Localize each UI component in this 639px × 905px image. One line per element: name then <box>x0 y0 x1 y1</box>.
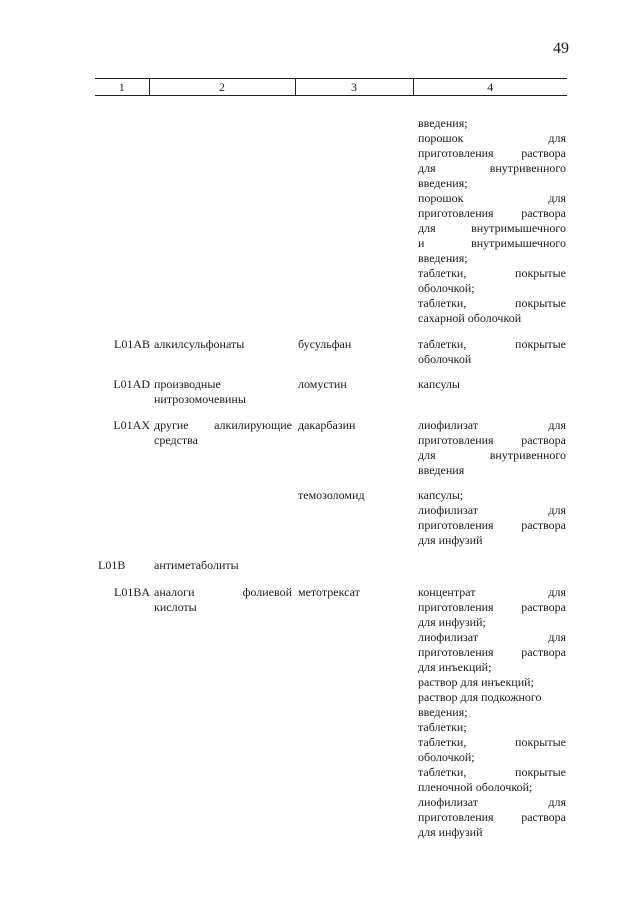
forms-text: для <box>548 795 566 809</box>
forms-line <box>418 337 566 352</box>
forms-line <box>418 585 566 600</box>
forms-text: введения; <box>418 176 468 190</box>
forms-text: лиофилизат <box>418 795 479 809</box>
dosage-forms <box>418 488 566 548</box>
forms-text: для <box>418 221 436 235</box>
forms-line <box>418 161 566 176</box>
forms-line <box>418 825 566 840</box>
forms-line <box>418 463 566 478</box>
forms-text: раствора <box>521 600 566 614</box>
anatomical-group <box>154 558 292 573</box>
forms-text: приготовления <box>418 433 494 447</box>
forms-line <box>418 352 566 367</box>
forms-line <box>418 251 566 266</box>
header-col-1: 1 <box>95 79 149 96</box>
forms-text: покрытые <box>515 296 566 310</box>
anatomical-group <box>154 377 292 407</box>
forms-line <box>418 176 566 191</box>
dosage-forms <box>418 585 566 840</box>
forms-text: таблетки, <box>418 266 467 280</box>
atc-code: L01B <box>98 558 126 572</box>
forms-text: для <box>548 191 566 205</box>
forms-line <box>418 146 566 161</box>
table-header <box>95 78 567 96</box>
group-line <box>154 337 292 352</box>
forms-text: приготовления <box>418 518 494 532</box>
group-line <box>154 418 292 433</box>
forms-text: введения; <box>418 251 468 265</box>
forms-text: таблетки, <box>418 765 467 779</box>
dosage-forms <box>418 337 566 367</box>
forms-line <box>418 795 566 810</box>
forms-line <box>418 690 566 705</box>
atc-code: L01AD <box>113 377 150 391</box>
forms-text: раствора <box>521 518 566 532</box>
anatomical-group <box>154 585 292 615</box>
forms-line <box>418 675 566 690</box>
forms-text: внутривенного <box>489 161 566 175</box>
forms-line <box>418 418 566 433</box>
forms-line <box>418 615 566 630</box>
forms-text: приготовления <box>418 645 494 659</box>
forms-line <box>418 720 566 735</box>
group-line <box>154 558 292 573</box>
forms-text: оболочкой; <box>418 750 475 764</box>
atc-code: L01BA <box>114 585 150 599</box>
forms-text: порошок <box>418 131 464 145</box>
forms-text: таблетки, <box>418 296 467 310</box>
forms-text: введения; <box>418 116 468 130</box>
anatomical-group <box>154 337 292 352</box>
forms-line <box>418 600 566 615</box>
forms-line <box>418 503 566 518</box>
group-text: фолиевой <box>242 585 292 599</box>
forms-line <box>418 311 566 326</box>
dosage-forms <box>418 418 566 478</box>
dosage-forms <box>418 377 566 392</box>
forms-text: порошок <box>418 191 464 205</box>
forms-line <box>418 266 566 281</box>
forms-text: раствора <box>521 810 566 824</box>
forms-text: таблетки, <box>418 337 467 351</box>
forms-line <box>418 765 566 780</box>
forms-line <box>418 191 566 206</box>
forms-line <box>418 810 566 825</box>
header-col-2: 2 <box>149 79 295 96</box>
forms-line <box>418 296 566 311</box>
group-text: производные <box>154 377 221 391</box>
forms-text: лиофилизат <box>418 630 479 644</box>
forms-text: раствор для подкожного <box>418 690 542 704</box>
forms-text: для инфузий <box>418 825 483 839</box>
forms-line <box>418 377 566 392</box>
forms-text: капсулы; <box>418 488 464 502</box>
forms-line <box>418 750 566 765</box>
group-text: кислоты <box>154 600 197 614</box>
forms-text: и <box>418 236 425 250</box>
forms-text: для <box>418 448 436 462</box>
forms-text: внутривенного <box>489 448 566 462</box>
forms-text: оболочкой <box>418 352 472 366</box>
forms-line <box>418 221 566 236</box>
forms-text: внутримышечного <box>471 236 566 250</box>
forms-line <box>418 735 566 750</box>
forms-text: внутримышечного <box>471 221 566 235</box>
forms-text: приготовления <box>418 146 494 160</box>
forms-text: для инфузий <box>418 533 483 547</box>
forms-text: для инъекций; <box>418 660 492 674</box>
group-line <box>154 585 292 600</box>
forms-text: таблетки, <box>418 735 467 749</box>
substance-name: темозоломид <box>298 488 365 502</box>
forms-text: приготовления <box>418 810 494 824</box>
forms-line <box>418 488 566 503</box>
page-number: 49 <box>553 40 569 57</box>
forms-text: раствора <box>521 206 566 220</box>
group-text: другие <box>154 418 189 432</box>
atc-code: L01AB <box>114 337 150 351</box>
group-text: алкилирующие <box>214 418 292 432</box>
forms-text: для <box>548 131 566 145</box>
forms-line <box>418 780 566 795</box>
group-text: аналоги <box>154 585 195 599</box>
forms-text: пленочной оболочкой; <box>418 780 533 794</box>
forms-line <box>418 131 566 146</box>
group-line <box>154 377 292 392</box>
forms-text: раствора <box>521 433 566 447</box>
group-text: средства <box>154 433 199 447</box>
forms-text: для <box>548 585 566 599</box>
forms-line <box>418 645 566 660</box>
forms-text: лиофилизат <box>418 418 479 432</box>
forms-line <box>418 433 566 448</box>
forms-text: покрытые <box>515 266 566 280</box>
header-col-4: 4 <box>413 79 567 96</box>
forms-text: для <box>548 418 566 432</box>
group-line <box>154 392 292 407</box>
forms-line <box>418 236 566 251</box>
group-text: алкилсульфонаты <box>154 337 245 351</box>
forms-text: раствора <box>521 645 566 659</box>
forms-line <box>418 705 566 720</box>
forms-text: покрытые <box>515 735 566 749</box>
forms-text: приготовления <box>418 206 494 220</box>
group-text: нитрозомочевины <box>154 392 246 406</box>
dosage-forms <box>418 116 566 326</box>
substance-name: метотрексат <box>298 585 360 599</box>
anatomical-group <box>154 418 292 448</box>
forms-text: концентрат <box>418 585 476 599</box>
forms-text: для <box>548 630 566 644</box>
forms-text: приготовления <box>418 600 494 614</box>
substance-name: бусульфан <box>298 337 352 351</box>
forms-text: капсулы <box>418 377 460 391</box>
forms-line <box>418 448 566 463</box>
forms-text: введения <box>418 463 465 477</box>
forms-line <box>418 116 566 131</box>
forms-line <box>418 518 566 533</box>
forms-line <box>418 630 566 645</box>
substance-name: ломустин <box>298 377 347 391</box>
forms-text: сахарной оболочкой <box>418 311 522 325</box>
group-line <box>154 433 292 448</box>
forms-line <box>418 281 566 296</box>
forms-line <box>418 660 566 675</box>
forms-line <box>418 533 566 548</box>
forms-text: покрытые <box>515 337 566 351</box>
forms-text: для <box>418 161 436 175</box>
forms-text: введения; <box>418 705 468 719</box>
forms-text: для <box>548 503 566 517</box>
forms-text: оболочкой; <box>418 281 475 295</box>
forms-text: лиофилизат <box>418 503 479 517</box>
forms-text: раствора <box>521 146 566 160</box>
forms-line <box>418 206 566 221</box>
group-line <box>154 600 292 615</box>
atc-code: L01AX <box>113 418 150 432</box>
forms-text: таблетки; <box>418 720 467 734</box>
group-text: антиметаболиты <box>154 558 239 572</box>
header-col-3: 3 <box>295 79 413 96</box>
forms-text: покрытые <box>515 765 566 779</box>
forms-text: для инфузий; <box>418 615 486 629</box>
substance-name: дакарбазин <box>298 418 356 432</box>
forms-text: раствор для инъекций; <box>418 675 534 689</box>
